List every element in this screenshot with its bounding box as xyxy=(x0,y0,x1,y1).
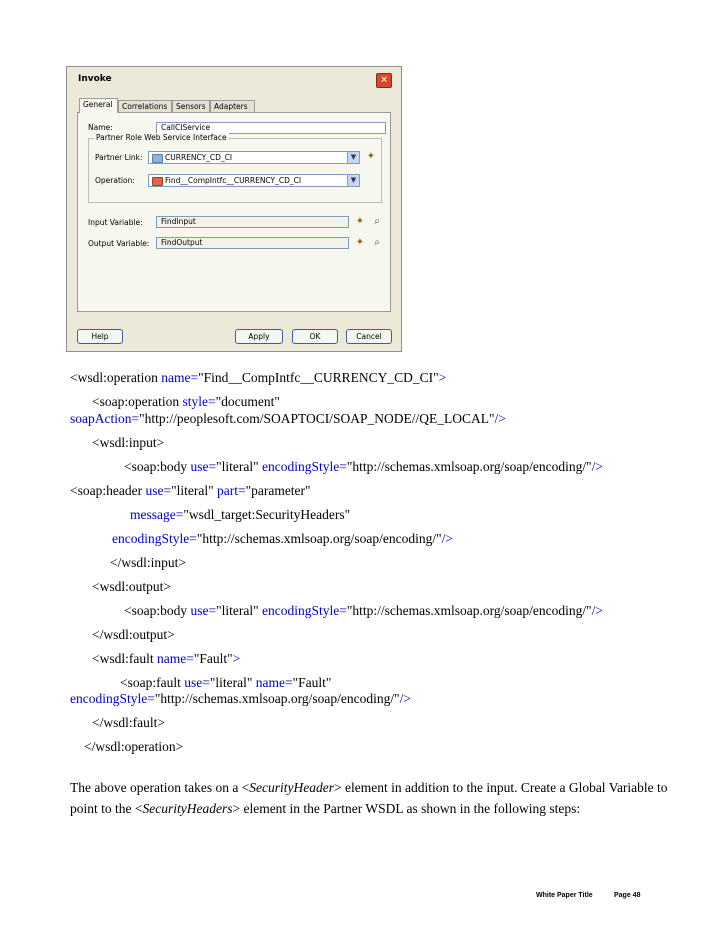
code-line: <soap:header use="literal" part="parameter" xyxy=(70,483,311,498)
name-input[interactable]: CallCIService xyxy=(156,122,386,134)
operation-label: Operation: xyxy=(95,176,135,185)
code-line: </wsdl:operation> xyxy=(84,739,184,754)
flashlight-icon[interactable]: ⌕ xyxy=(374,216,380,227)
help-button[interactable]: Help xyxy=(77,329,123,344)
invoke-dialog xyxy=(66,66,402,352)
close-icon[interactable]: × xyxy=(376,73,392,88)
code-line: message="wsdl_target:SecurityHeaders" xyxy=(130,507,351,522)
code-line: <soap:operation style="document" xyxy=(92,394,280,409)
combo-operation-icon xyxy=(152,177,163,186)
partner-role-group xyxy=(88,133,382,203)
apply-button[interactable]: Apply xyxy=(235,329,283,344)
partner-link-value: CURRENCY_CD_CI xyxy=(165,153,233,162)
input-variable-label: Input Variable: xyxy=(88,218,143,227)
dialog-title: Invoke xyxy=(78,74,112,84)
ok-button[interactable]: OK xyxy=(292,329,338,344)
body-paragraph: The above operation takes on a <SecurityHeader> element in addition to the input. Create a Global Variable to point to the <SecurityHeaders> element in the Partner WSDL as shown in the following steps: xyxy=(70,780,668,816)
flashlight-icon[interactable]: ⌕ xyxy=(374,237,380,248)
code-line: <wsdl:output> xyxy=(92,579,171,594)
wizard-icon[interactable]: ✦ xyxy=(355,237,365,248)
footer-page-number: Page 48 xyxy=(614,892,641,899)
code-line: <wsdl:fault name="Fault"> xyxy=(92,651,241,666)
dialog-titlebar xyxy=(67,67,401,91)
footer-title: White Paper Title xyxy=(536,892,593,899)
chevron-down-icon[interactable]: ▼ xyxy=(347,175,359,186)
code-line: </wsdl:output> xyxy=(92,627,175,642)
code-line: encodingStyle="http://schemas.xmlsoap.org/soap/encoding/"/> xyxy=(70,691,411,706)
input-variable-field[interactable]: FindInput xyxy=(156,216,349,228)
general-tab-panel xyxy=(77,112,391,312)
code-line: <soap:body use="literal" encodingStyle="http://schemas.xmlsoap.org/soap/encoding/"/> xyxy=(124,459,603,474)
tab-adapters[interactable]: Adapters xyxy=(210,100,255,113)
partner-link-select[interactable] xyxy=(148,151,360,164)
code-line: </wsdl:input> xyxy=(110,555,186,570)
code-line: <wsdl:input> xyxy=(92,435,165,450)
code-line: <soap:fault use="literal" name="Fault" xyxy=(120,675,332,690)
tab-general[interactable]: General xyxy=(79,98,118,113)
cancel-button[interactable]: Cancel xyxy=(346,329,392,344)
code-line: <soap:body use="literal" encodingStyle="http://schemas.xmlsoap.org/soap/encoding/"/> xyxy=(124,603,603,618)
code-line: encodingStyle="http://schemas.xmlsoap.org/soap/encoding/"/> xyxy=(112,531,453,546)
wizard-icon[interactable]: ✦ xyxy=(366,151,376,162)
code-line: soapAction="http://peoplesoft.com/SOAPTOCI/SOAP_NODE//QE_LOCAL"/> xyxy=(70,411,506,426)
code-line: <wsdl:operation name="Find__CompIntfc__CURRENCY_CD_CI"> xyxy=(70,370,447,385)
partner-link-label: Partner Link: xyxy=(95,153,143,162)
tab-correlations[interactable]: Correlations xyxy=(118,100,172,113)
name-label: Name: xyxy=(88,123,113,132)
code-line: </wsdl:fault> xyxy=(92,715,165,730)
output-variable-label: Output Variable: xyxy=(88,239,150,248)
wizard-icon[interactable]: ✦ xyxy=(355,216,365,227)
group-title: Partner Role Web Service Interface xyxy=(96,133,227,142)
output-variable-field[interactable]: FindOutput xyxy=(156,237,349,249)
combo-link-icon xyxy=(152,154,163,163)
operation-select[interactable] xyxy=(148,174,360,187)
operation-value: Find__CompIntfc__CURRENCY_CD_CI xyxy=(165,176,302,185)
tab-sensors[interactable]: Sensors xyxy=(172,100,210,113)
chevron-down-icon[interactable]: ▼ xyxy=(347,152,359,163)
